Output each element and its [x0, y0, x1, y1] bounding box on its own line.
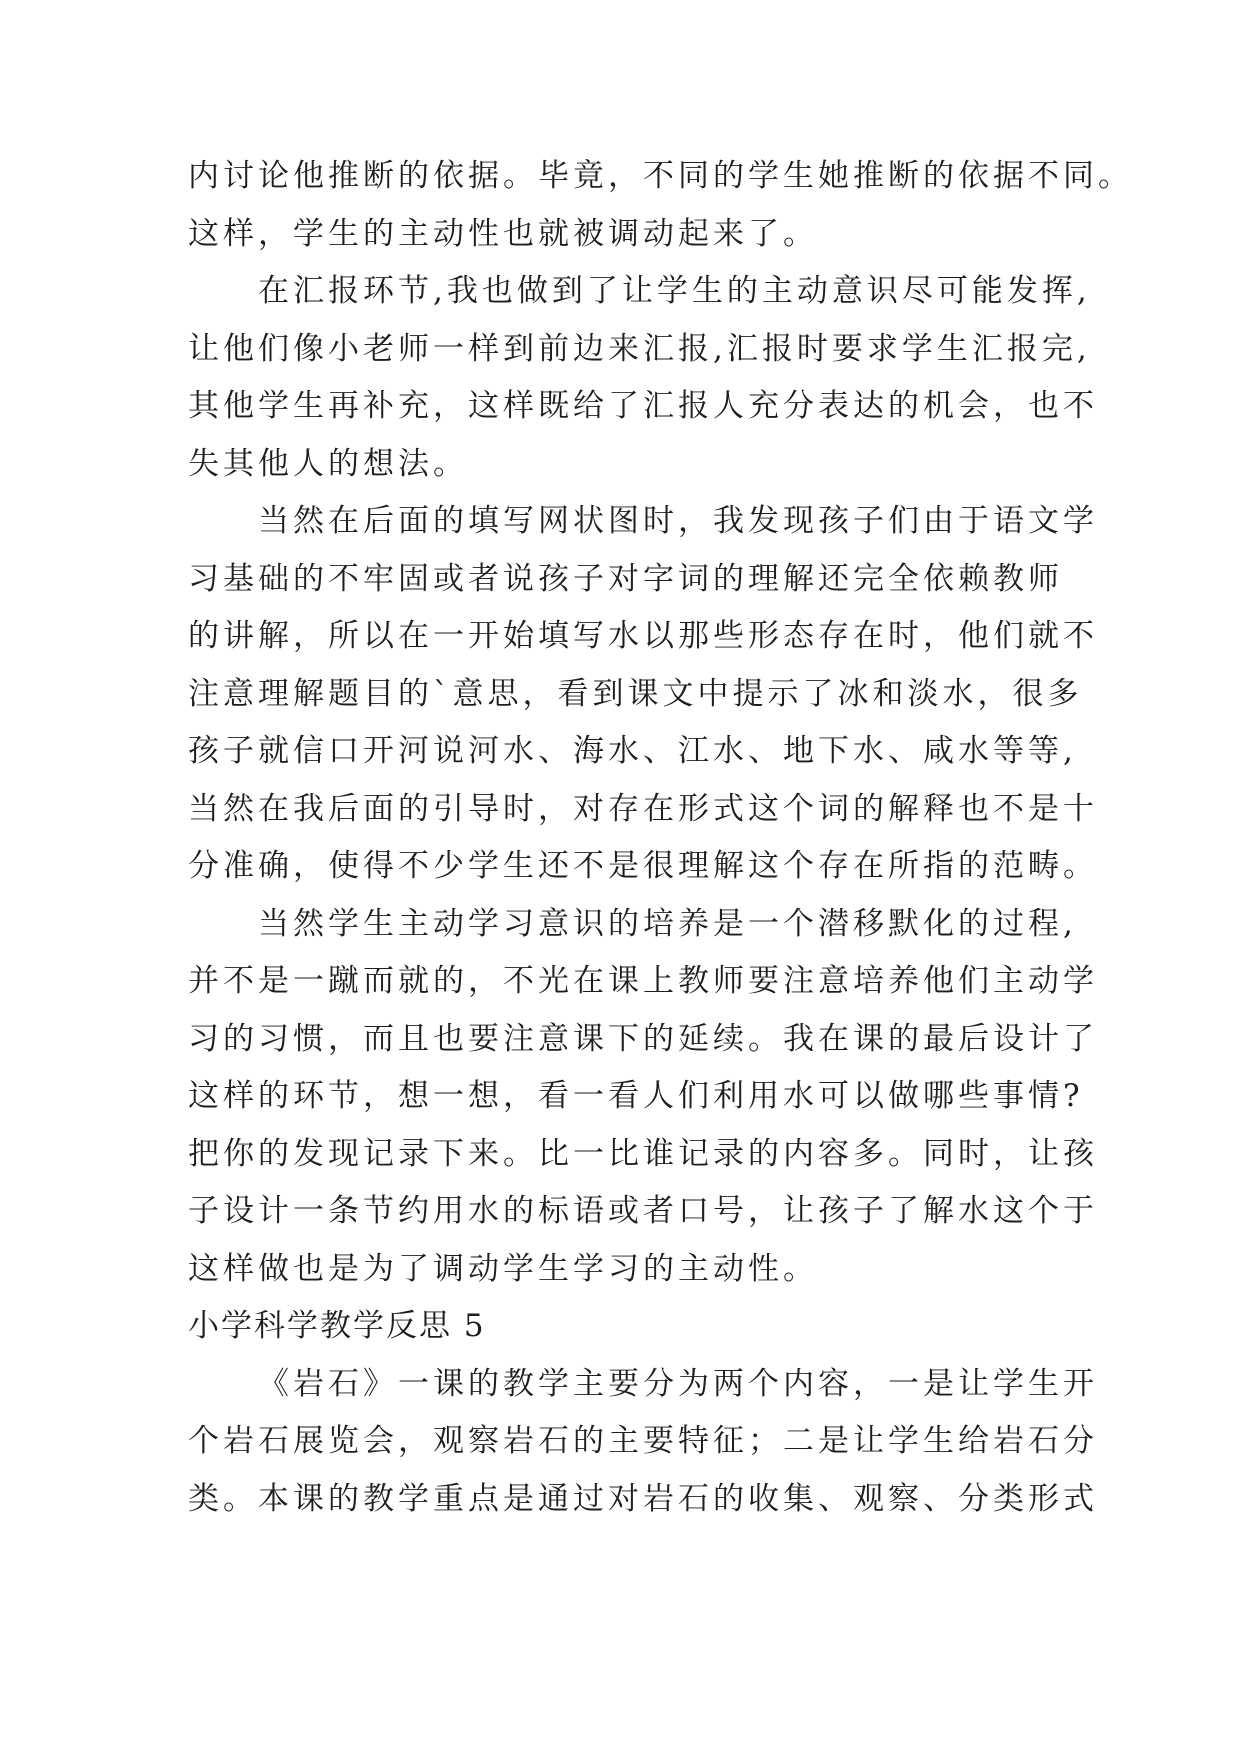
section-heading: 小学科学教学反思 5 [188, 1308, 486, 1344]
text-line: 这样的环节，想一想，看一看人们利用水可以做哪些事情? [188, 1078, 1084, 1114]
text-line: 孩子就信口开河说河水、海水、江水、地下水、咸水等等, [188, 733, 1077, 769]
paragraph-start-line: 在汇报环节,我也做到了让学生的主动意识尽可能发挥, [258, 273, 1091, 309]
text-line: 这样，学生的主动性也就被调动起来了。 [188, 215, 818, 252]
text-line: 失其他人的想法。 [188, 445, 468, 482]
text-line: 习的习惯，而且也要注意课下的延续。我在课的最后设计了 [188, 1020, 1098, 1057]
text-line: 习基础的不牢固或者说孩子对字词的理解还完全依赖教师 [188, 560, 1063, 597]
text-line: 注意理解题目的`意思，看到课文中提示了冰和淡水，很多 [188, 675, 1083, 712]
paragraph-start-line: 当然学生主动学习意识的培养是一个潜移默化的过程, [258, 905, 1077, 942]
text-line: 个岩石展览会，观察岩石的主要特征；二是让学生给岩石分 [188, 1423, 1098, 1459]
text-line: 分准确，使得不少学生还不是很理解这个存在所指的范畴。 [188, 848, 1098, 884]
paragraph-start-line: 《岩石》一课的教学主要分为两个内容，一是让学生开 [258, 1365, 1098, 1402]
text-line: 子设计一条节约用水的标语或者口号，让孩子了解水这个于 [188, 1193, 1098, 1229]
text-line: 内讨论他推断的依据。毕竟，不同的学生她推断的依据不同。 [188, 158, 1133, 194]
text-line: 当然在我后面的引导时，对存在形式这个词的解释也不是十 [188, 790, 1098, 827]
paragraph-start-line: 当然在后面的填写网状图时，我发现孩子们由于语文学 [258, 503, 1098, 539]
text-line: 把你的发现记录下来。比一比谁记录的内容多。同时，让孩 [188, 1135, 1098, 1172]
text-line: 这样做也是为了调动学生学习的主动性。 [188, 1250, 818, 1287]
text-line: 类。本课的教学重点是通过对岩石的收集、观察、分类形式 [188, 1480, 1098, 1517]
text-line: 让他们像小老师一样到前边来汇报,汇报时要求学生汇报完, [188, 330, 1091, 367]
text-line: 并不是一蹴而就的，不光在课上教师要注意培养他们主动学 [188, 963, 1098, 999]
text-line: 其他学生再补充，这样既给了汇报人充分表达的机会，也不 [188, 388, 1098, 424]
document-body [188, 148, 1133, 1528]
text-line: 的讲解，所以在一开始填写水以那些形态存在时，他们就不 [188, 618, 1098, 654]
